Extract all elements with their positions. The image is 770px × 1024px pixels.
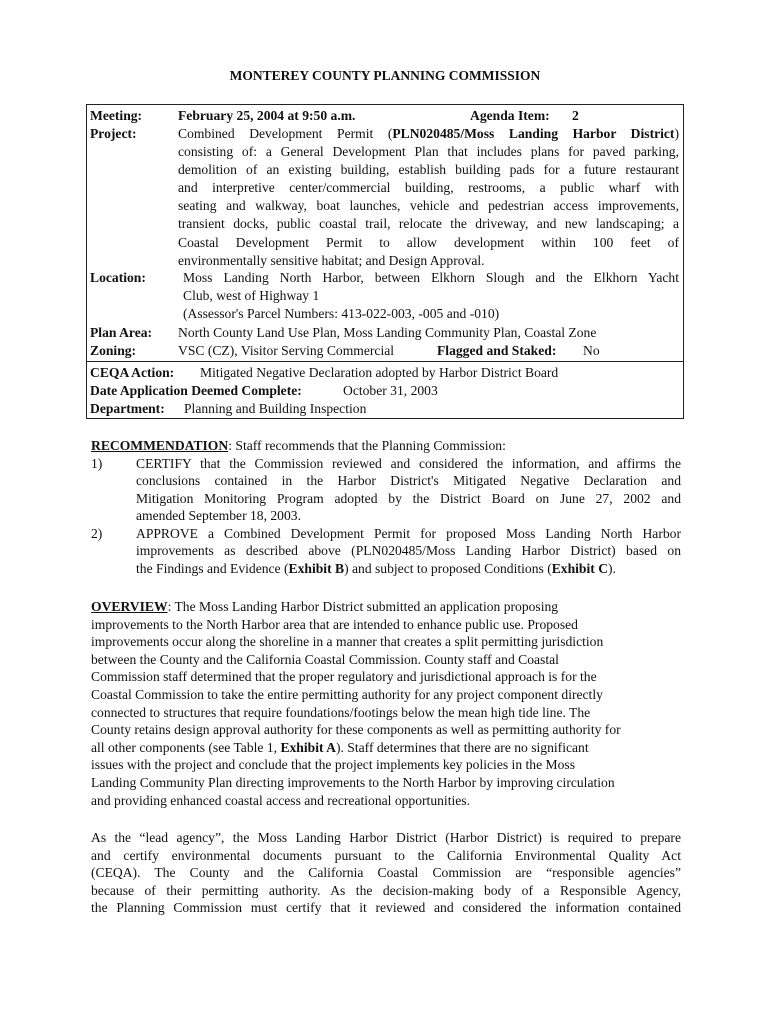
ceqa-value: Mitigated Negative Declaration adopted by Harbor District Board xyxy=(200,365,559,380)
info-box-divider xyxy=(87,361,683,362)
overview-line xyxy=(91,739,681,757)
project-line: demolition of an existing building, establish building pads for a future restaurant xyxy=(178,162,679,178)
lead-agency-line: the Planning Commission must certify that it reviewed and considered the information contained xyxy=(91,900,681,916)
exhibit-a-ref: Exhibit A xyxy=(280,739,336,755)
overview-text: : The Moss Landing Harbor District submitted an application proposing xyxy=(167,599,559,614)
item-number: 2) xyxy=(91,525,103,541)
overview-section xyxy=(91,598,681,809)
recommendation-intro-line xyxy=(91,437,681,455)
item-number: 1) xyxy=(91,455,103,471)
permit-number: PLN020485/Moss Landing Harbor District xyxy=(392,126,675,141)
project-line: and interpretive center/commercial building, restrooms, a public wharf with xyxy=(178,180,679,196)
overview-line: Landing Community Plan directing improvements to the North Harbor by improving circulation xyxy=(91,774,615,790)
overview-text: all other components (see Table 1, xyxy=(91,739,281,755)
item-text xyxy=(136,525,681,578)
recommendation-intro: : Staff recommends that the Planning Commission: xyxy=(228,438,506,453)
department-value: Planning and Building Inspection xyxy=(184,401,367,416)
project-line: consisting of: a General Development Plan that includes plans for paved parking, xyxy=(178,144,679,160)
zoning-label: Zoning: xyxy=(90,343,137,358)
item-line: APPROVE a Combined Development Permit for proposed Moss Landing North Harbor xyxy=(136,525,681,541)
document-title: MONTEREY COUNTY PLANNING COMMISSION xyxy=(229,68,541,83)
flagged-staked-label: Flagged and Staked: xyxy=(437,343,557,358)
item-text-fragment: ). xyxy=(608,560,616,576)
overview-line: County retains design approval authority for these components as well as permitting authority for xyxy=(91,722,621,738)
project-line: Coastal Development Permit to allow development within 100 feet of xyxy=(178,234,679,250)
exhibit-c-ref: Exhibit C xyxy=(551,560,609,576)
lead-agency-line: and certify environmental documents pursuant to the California Environmental Quality Act xyxy=(91,847,681,863)
project-info-box xyxy=(86,104,684,419)
lead-agency-line: As the “lead agency”, the Moss Landing Harbor District (Harbor District) is required to prepare xyxy=(91,830,681,845)
overview-line: improvements to the North Harbor area that are intended to enhance public use. Proposed xyxy=(91,616,578,632)
project-line: transient docks, public coastal trail, relocate the driveway, and new landscaping; a xyxy=(178,216,679,232)
item-line: improvements as described above (PLN020485/Moss Landing Harbor District) based on xyxy=(136,543,681,559)
overview-text: ). Staff determines that there are no significant xyxy=(335,739,589,755)
plan-area-label: Plan Area: xyxy=(90,325,153,340)
overview-line: Coastal Commission to take the entire permitting authority for any project component directly xyxy=(91,686,603,702)
recommendation-heading: RECOMMENDATION xyxy=(91,438,229,453)
item-text xyxy=(136,455,681,525)
ceqa-label: CEQA Action: xyxy=(90,365,175,380)
flagged-staked-value: No xyxy=(583,343,600,358)
item-text-fragment: ) and subject to proposed Conditions ( xyxy=(344,560,552,576)
recommendation-section xyxy=(91,437,681,579)
department-row xyxy=(90,400,679,418)
item-line: Mitigation Monitoring Program adopted by the District Board on June 27, 2002 and xyxy=(136,490,681,506)
lead-agency-line: because of their permitting authority. As the decision-making body of a Responsible Agency, xyxy=(91,882,681,898)
department-label: Department: xyxy=(90,401,165,416)
project-line: environmentally sensitive habitat; and Design Approval. xyxy=(178,252,485,268)
overview-line: Commission staff determined that the proper regulatory and jurisdictional approach is for the xyxy=(91,669,597,685)
overview-heading: OVERVIEW xyxy=(91,599,168,614)
project-description xyxy=(178,125,679,270)
item-line: conclusions contained in the Harbor District's Mitigated Negative Declaration and xyxy=(136,473,681,489)
date-complete-value: October 31, 2003 xyxy=(343,383,438,398)
item-text-fragment: the Findings and Evidence ( xyxy=(136,560,289,576)
zoning-value: VSC (CZ), Visitor Serving Commercial xyxy=(178,343,395,358)
item-line: amended September 18, 2003. xyxy=(136,508,301,524)
agenda-item-label: Agenda Item: xyxy=(470,108,550,123)
overview-line: issues with the project and conclude that the project implements key policies in the Moss xyxy=(91,757,575,773)
meeting-label: Meeting: xyxy=(90,108,143,123)
overview-line: and providing enhanced coastal access and recreational opportunities. xyxy=(91,792,470,808)
date-complete-label: Date Application Deemed Complete: xyxy=(90,383,302,398)
project-line: seating and walkway, boat launches, vehicle and pedestrian access improvements, xyxy=(178,198,679,214)
item-line: CERTIFY that the Commission reviewed and considered the information, and affirms the xyxy=(136,455,681,471)
recommendation-item-2 xyxy=(91,525,681,579)
recommendation-item-1 xyxy=(91,455,681,525)
item-line xyxy=(136,560,681,578)
location-line: Moss Landing North Harbor, between Elkhorn Slough and the Elkhorn Yacht xyxy=(183,270,679,285)
date-complete-row xyxy=(90,382,679,400)
overview-line: between the County and the California Coastal Commission. County staff and Coastal xyxy=(91,651,559,667)
project-label: Project: xyxy=(90,126,137,141)
lead-agency-line: (CEQA). The County and the California Coastal Commission are “responsible agencies” xyxy=(91,865,681,881)
overview-line: connected to structures that require foundations/footings below the mean high tide line. The xyxy=(91,704,591,720)
overview-line xyxy=(91,598,681,616)
project-line: Combined Development Permit (PLN020485/Moss Landing Harbor District) xyxy=(178,126,679,141)
location-label: Location: xyxy=(90,270,146,285)
exhibit-b-ref: Exhibit B xyxy=(288,560,345,576)
location-line: (Assessor's Parcel Numbers: 413-022-003, -005 and -010) xyxy=(183,306,500,322)
lead-agency-section xyxy=(91,829,681,917)
location-value xyxy=(183,269,679,323)
location-line: Club, west of Highway 1 xyxy=(183,288,320,304)
meeting-value: February 25, 2004 at 9:50 a.m. xyxy=(178,108,356,123)
plan-area-value: North County Land Use Plan, Moss Landing Community Plan, Coastal Zone xyxy=(178,325,597,340)
ceqa-row xyxy=(90,364,679,382)
agenda-item-value: 2 xyxy=(572,108,579,123)
overview-line: improvements occur along the shoreline in a manner that creates a split permitting jurisdiction xyxy=(91,634,604,650)
